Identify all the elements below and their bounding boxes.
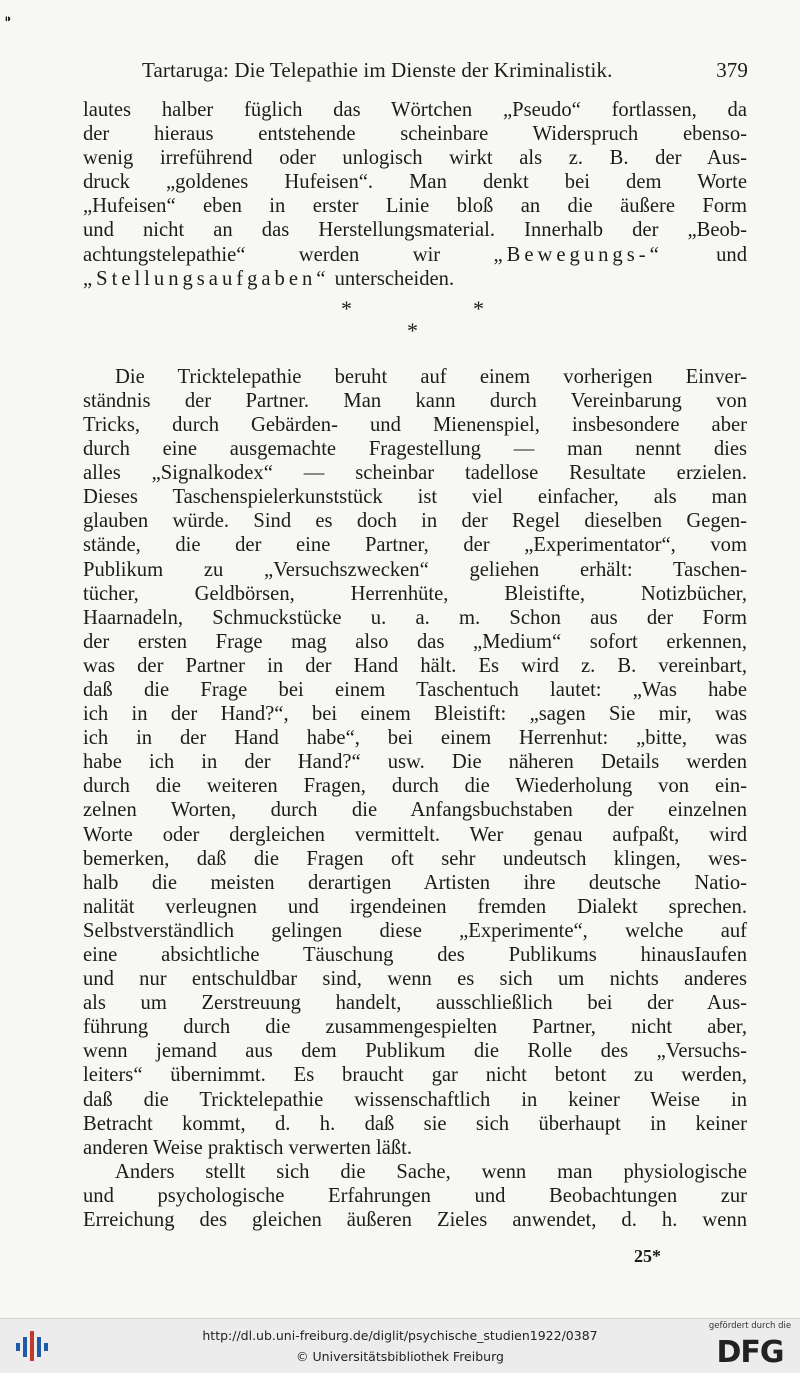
text-line: Betracht kommt, d. h. daß sie sich überhaupt in keiner bbox=[83, 1112, 747, 1135]
dfg-logo bbox=[704, 1321, 796, 1371]
paragraph-2 bbox=[83, 365, 747, 1160]
signature-mark: 25* bbox=[634, 1246, 661, 1266]
section-separator bbox=[83, 293, 747, 365]
text-line: zelnen Worten, durch die Anfangsbuchstaben der einzelnen bbox=[83, 799, 747, 822]
page-number: 379 bbox=[716, 58, 748, 82]
text-line: Worte oder dergleichen vermittelt. Wer genau aufpaßt, wird bbox=[83, 823, 747, 846]
text-line: leiters“ übernimmt. Es braucht gar nicht betont zu werden, bbox=[83, 1064, 747, 1087]
text-line: tücher, Geldbörsen, Herrenhüte, Bleistifte, Notizbücher, bbox=[83, 582, 747, 605]
paragraph-1 bbox=[83, 98, 747, 291]
paragraph-3 bbox=[83, 1160, 747, 1232]
source-url-link[interactable]: http://dl.ub.uni-freiburg.de/diglit/psychische_studien1922/0387 bbox=[202, 1328, 598, 1343]
text-line: daß die Frage bei einem Taschentuch lautet: „Was habe bbox=[83, 678, 747, 701]
text-line: Publikum zu „Versuchszwecken“ geliehen erhält: Taschen- bbox=[83, 558, 747, 581]
text-fragment: achtungstelepathie“ werden wir bbox=[83, 243, 441, 266]
text-line: der ersten Frage mag also das „Medium“ sofort erkennen, bbox=[83, 630, 747, 653]
text-line: stände, die der eine Partner, der „Experimentator“, vom bbox=[83, 534, 747, 557]
text-line: Tricks, durch Gebärden- und Mienenspiel, insbesondere aber bbox=[83, 413, 747, 436]
text-line: wenn jemand aus dem Publikum die Rolle des „Versuchs- bbox=[83, 1040, 747, 1063]
spaced-term-stellungsaufgaben: „Stellungsaufgaben“ bbox=[83, 267, 330, 290]
text-line: Erreichung des gleichen äußeren Zieles anwendet, d. h. wenn bbox=[83, 1209, 747, 1232]
page-body bbox=[83, 98, 747, 1232]
text-line: eine absichtliche Täuschung des Publikums hinausIaufen bbox=[83, 944, 747, 966]
dfg-mark: DFG bbox=[716, 1335, 784, 1370]
text-line: halb die meisten derartigen Artisten ihre deutsche Natio- bbox=[83, 871, 747, 894]
text-line: anderen Weise praktisch verwerten läßt. bbox=[83, 1136, 413, 1159]
text-line: daß die Tricktelepathie wissenschaftlich in keiner Weise in bbox=[83, 1088, 747, 1111]
text-line: der hieraus entstehende scheinbare Widerspruch ebenso- bbox=[83, 123, 747, 146]
text-line: Die Tricktelepathie beruht auf einem vorherigen Einver- bbox=[115, 365, 747, 388]
separator-star: * bbox=[407, 317, 418, 343]
text-line: Haarnadeln, Schmuckstücke u. a. m. Schon aus der Form bbox=[83, 606, 747, 629]
text-line: ständnis der Partner. Man kann durch Vereinbarung von bbox=[83, 389, 747, 412]
text-line: ich in der Hand?“, bei einem Bleistift: „sagen Sie mir, was bbox=[83, 703, 747, 726]
viewer-footer bbox=[0, 1318, 800, 1373]
text-line: alles „Signalkodex“ — scheinbar tadellose Resultate erzielen. bbox=[83, 462, 747, 485]
text-line: lautes halber füglich das Wörtchen „Pseudo“ fortlassen, da bbox=[83, 99, 747, 121]
running-title: Tartaruga: Die Telepathie im Dienste der Kriminalistik. bbox=[142, 58, 613, 82]
text-line-with-spaced bbox=[83, 243, 747, 267]
text-line: als um Zerstreuung handelt, ausschließlich bei der Aus- bbox=[83, 992, 747, 1015]
copyright-notice: © Universitätsbibliothek Freiburg bbox=[296, 1349, 504, 1364]
spaced-term-bewegungs: „Bewegungs-“ bbox=[493, 243, 663, 266]
text-line: durch die weiteren Fragen, durch die Wiederholung von ein- bbox=[83, 775, 747, 798]
text-line: nalität verleugnen und irgendeinen fremden Dialekt sprechen. bbox=[83, 895, 747, 918]
dfg-caption: gefördert durch die bbox=[708, 1321, 792, 1331]
text-line: glauben würde. Sind es doch in der Regel dieselben Gegen- bbox=[83, 510, 747, 533]
separator-star: * bbox=[473, 295, 484, 321]
corner-mark: ⁍ bbox=[4, 10, 12, 29]
text-line: wenig irreführend oder unlogisch wirkt als z. B. der Aus- bbox=[83, 147, 747, 170]
text-line: und nur entschuldbar sind, wenn es sich um nichts anderes bbox=[83, 968, 747, 991]
text-line: ich in der Hand habe“, bei einem Herrenhut: „bitte, was bbox=[83, 727, 747, 750]
text-line: „Hufeisen“ eben in erster Linie bloß an die äußere Form bbox=[83, 195, 747, 218]
text-line: und psychologische Erfahrungen und Beobachtungen zur bbox=[83, 1184, 747, 1207]
text-line: und nicht an das Herstellungsmaterial. Innerhalb der „Beob- bbox=[83, 219, 747, 242]
text-fragment: und bbox=[716, 243, 747, 266]
text-line: durch eine ausgemachte Fragestellung — man nennt dies bbox=[83, 438, 747, 461]
text-line-with-spaced bbox=[83, 267, 747, 291]
separator-star: * bbox=[341, 295, 352, 321]
text-line: druck „goldenes Hufeisen“. Man denkt bei dem Worte bbox=[83, 171, 747, 194]
text-line: bemerken, daß die Fragen oft sehr undeutsch klingen, wes- bbox=[83, 847, 747, 870]
text-line: habe ich in der Hand?“ usw. Die näheren Details werden bbox=[83, 751, 747, 774]
text-line: was der Partner in der Hand hält. Es wird z. B. vereinbart, bbox=[83, 654, 747, 677]
text-line: Anders stellt sich die Sache, wenn man physiologische bbox=[115, 1160, 747, 1183]
text-line: führung durch die zusammengespielten Partner, nicht aber, bbox=[83, 1016, 747, 1039]
text-line: Dieses Taschenspielerkunststück ist viel einfacher, als man bbox=[83, 486, 747, 509]
text-line: Selbstverständlich gelingen diese „Experimente“, welche auf bbox=[83, 919, 747, 942]
text-fragment: unterscheiden. bbox=[334, 267, 455, 290]
